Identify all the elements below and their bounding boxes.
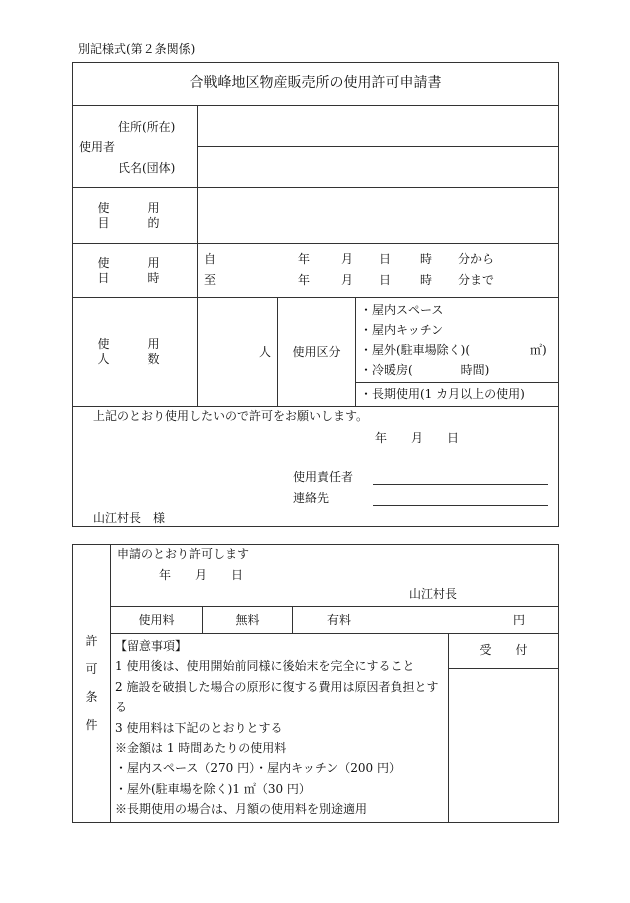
fee-free[interactable]: 無料 xyxy=(203,607,293,634)
user-label: 使用者 xyxy=(79,140,116,154)
notes-title: 【留意事項】 xyxy=(115,639,188,653)
fee-paid: 有料 xyxy=(327,613,352,627)
side-char-1: 許 xyxy=(85,634,98,649)
date-label: 使 用 日 時 xyxy=(73,244,198,298)
responsible-label: 使用責任者 xyxy=(293,470,354,484)
note-1: 1 使用後は、使用開始前同様に後始末を完全にすること xyxy=(115,659,415,674)
people-unit: 人 xyxy=(258,344,271,359)
note-6: ・屋外(駐車場を除く)1 ㎡（30 円） xyxy=(115,781,311,796)
note-2: 2 施設を破損した場合の原形に復する費用は原因者負担とする xyxy=(115,679,439,715)
name-label: 氏名(団体) xyxy=(118,161,176,175)
option-indoor-kitchen[interactable]: ・屋内キッチン xyxy=(360,323,444,337)
fee-paid-cell[interactable] xyxy=(293,607,559,634)
approval-date: 年 月 日 xyxy=(159,568,244,582)
date-to-kanji: 至 xyxy=(204,273,217,287)
contact-label: 連絡先 xyxy=(293,491,330,505)
date-from-kanji: 自 xyxy=(204,252,217,266)
request-date: 年 月 日 xyxy=(375,431,460,445)
fee-yen: 円 xyxy=(512,613,525,627)
people-label: 使 用 人 数 xyxy=(73,298,198,407)
form-title: 合戦峰地区物産販売所の使用許可申請書 xyxy=(73,63,559,106)
request-text: 上記のとおり使用したいので許可をお願いします。 xyxy=(93,409,369,423)
purpose-field[interactable] xyxy=(198,188,559,244)
fee-label: 使用料 xyxy=(111,607,203,634)
note-5: ・屋内スペース（270 円）・屋内キッチン（200 円） xyxy=(115,761,401,776)
date-to-hour: 時 xyxy=(420,273,433,287)
approval-section xyxy=(111,545,559,607)
category-label: 使用区分 xyxy=(278,298,356,407)
date-to-suffix: 分まで xyxy=(458,273,495,287)
address-label: 住所(所在) xyxy=(118,120,176,134)
date-to-year: 年 xyxy=(298,273,311,287)
people-field[interactable] xyxy=(198,298,278,407)
date-field[interactable] xyxy=(198,244,559,298)
reception-label: 受 付 xyxy=(449,634,559,669)
notes-section xyxy=(111,634,449,823)
permit-side-label xyxy=(73,545,111,823)
option-outdoor[interactable]: ・屋外(駐車場除く)( ㎡) xyxy=(360,343,547,357)
side-char-4: 件 xyxy=(85,718,98,733)
user-label-cell xyxy=(73,106,198,188)
approval-signer: 山江村長 xyxy=(409,587,458,601)
note-7: ※長期使用の場合は、月額の使用料を別途適用 xyxy=(115,802,368,817)
date-from-day: 日 xyxy=(379,252,392,266)
side-char-2: 可 xyxy=(85,662,98,677)
date-from-suffix: 分から xyxy=(458,252,495,266)
option-long-term[interactable]: ・長期使用(1 カ月以上の使用) xyxy=(356,383,559,407)
option-indoor-space[interactable]: ・屋内スペース xyxy=(360,303,444,317)
date-from-month: 月 xyxy=(341,252,354,266)
request-section xyxy=(73,407,559,527)
date-to-month: 月 xyxy=(341,273,354,287)
date-from-hour: 時 xyxy=(420,252,433,266)
side-char-3: 条 xyxy=(85,690,98,705)
category-options xyxy=(356,298,559,383)
contact-line[interactable] xyxy=(373,491,548,506)
note-3: 3 使用料は下記のとおりとする xyxy=(115,720,283,735)
date-to-day: 日 xyxy=(379,273,392,287)
form-caption: 別記様式(第２条関係) xyxy=(78,42,196,56)
responsible-line[interactable] xyxy=(373,470,548,485)
addressee: 山江村長 様 xyxy=(93,511,166,525)
approval-text: 申請のとおり許可します xyxy=(117,547,250,561)
address-field[interactable] xyxy=(198,106,559,147)
note-4: ※金額は 1 時間あたりの使用料 xyxy=(115,741,287,756)
purpose-label: 使 用 目 的 xyxy=(73,188,198,244)
name-field[interactable] xyxy=(198,147,559,188)
option-air-conditioning[interactable]: ・冷暖房( 時間) xyxy=(360,363,490,377)
date-from-year: 年 xyxy=(298,252,311,266)
application-table xyxy=(72,62,559,527)
reception-stamp-area xyxy=(449,668,559,822)
permit-table xyxy=(72,544,559,823)
